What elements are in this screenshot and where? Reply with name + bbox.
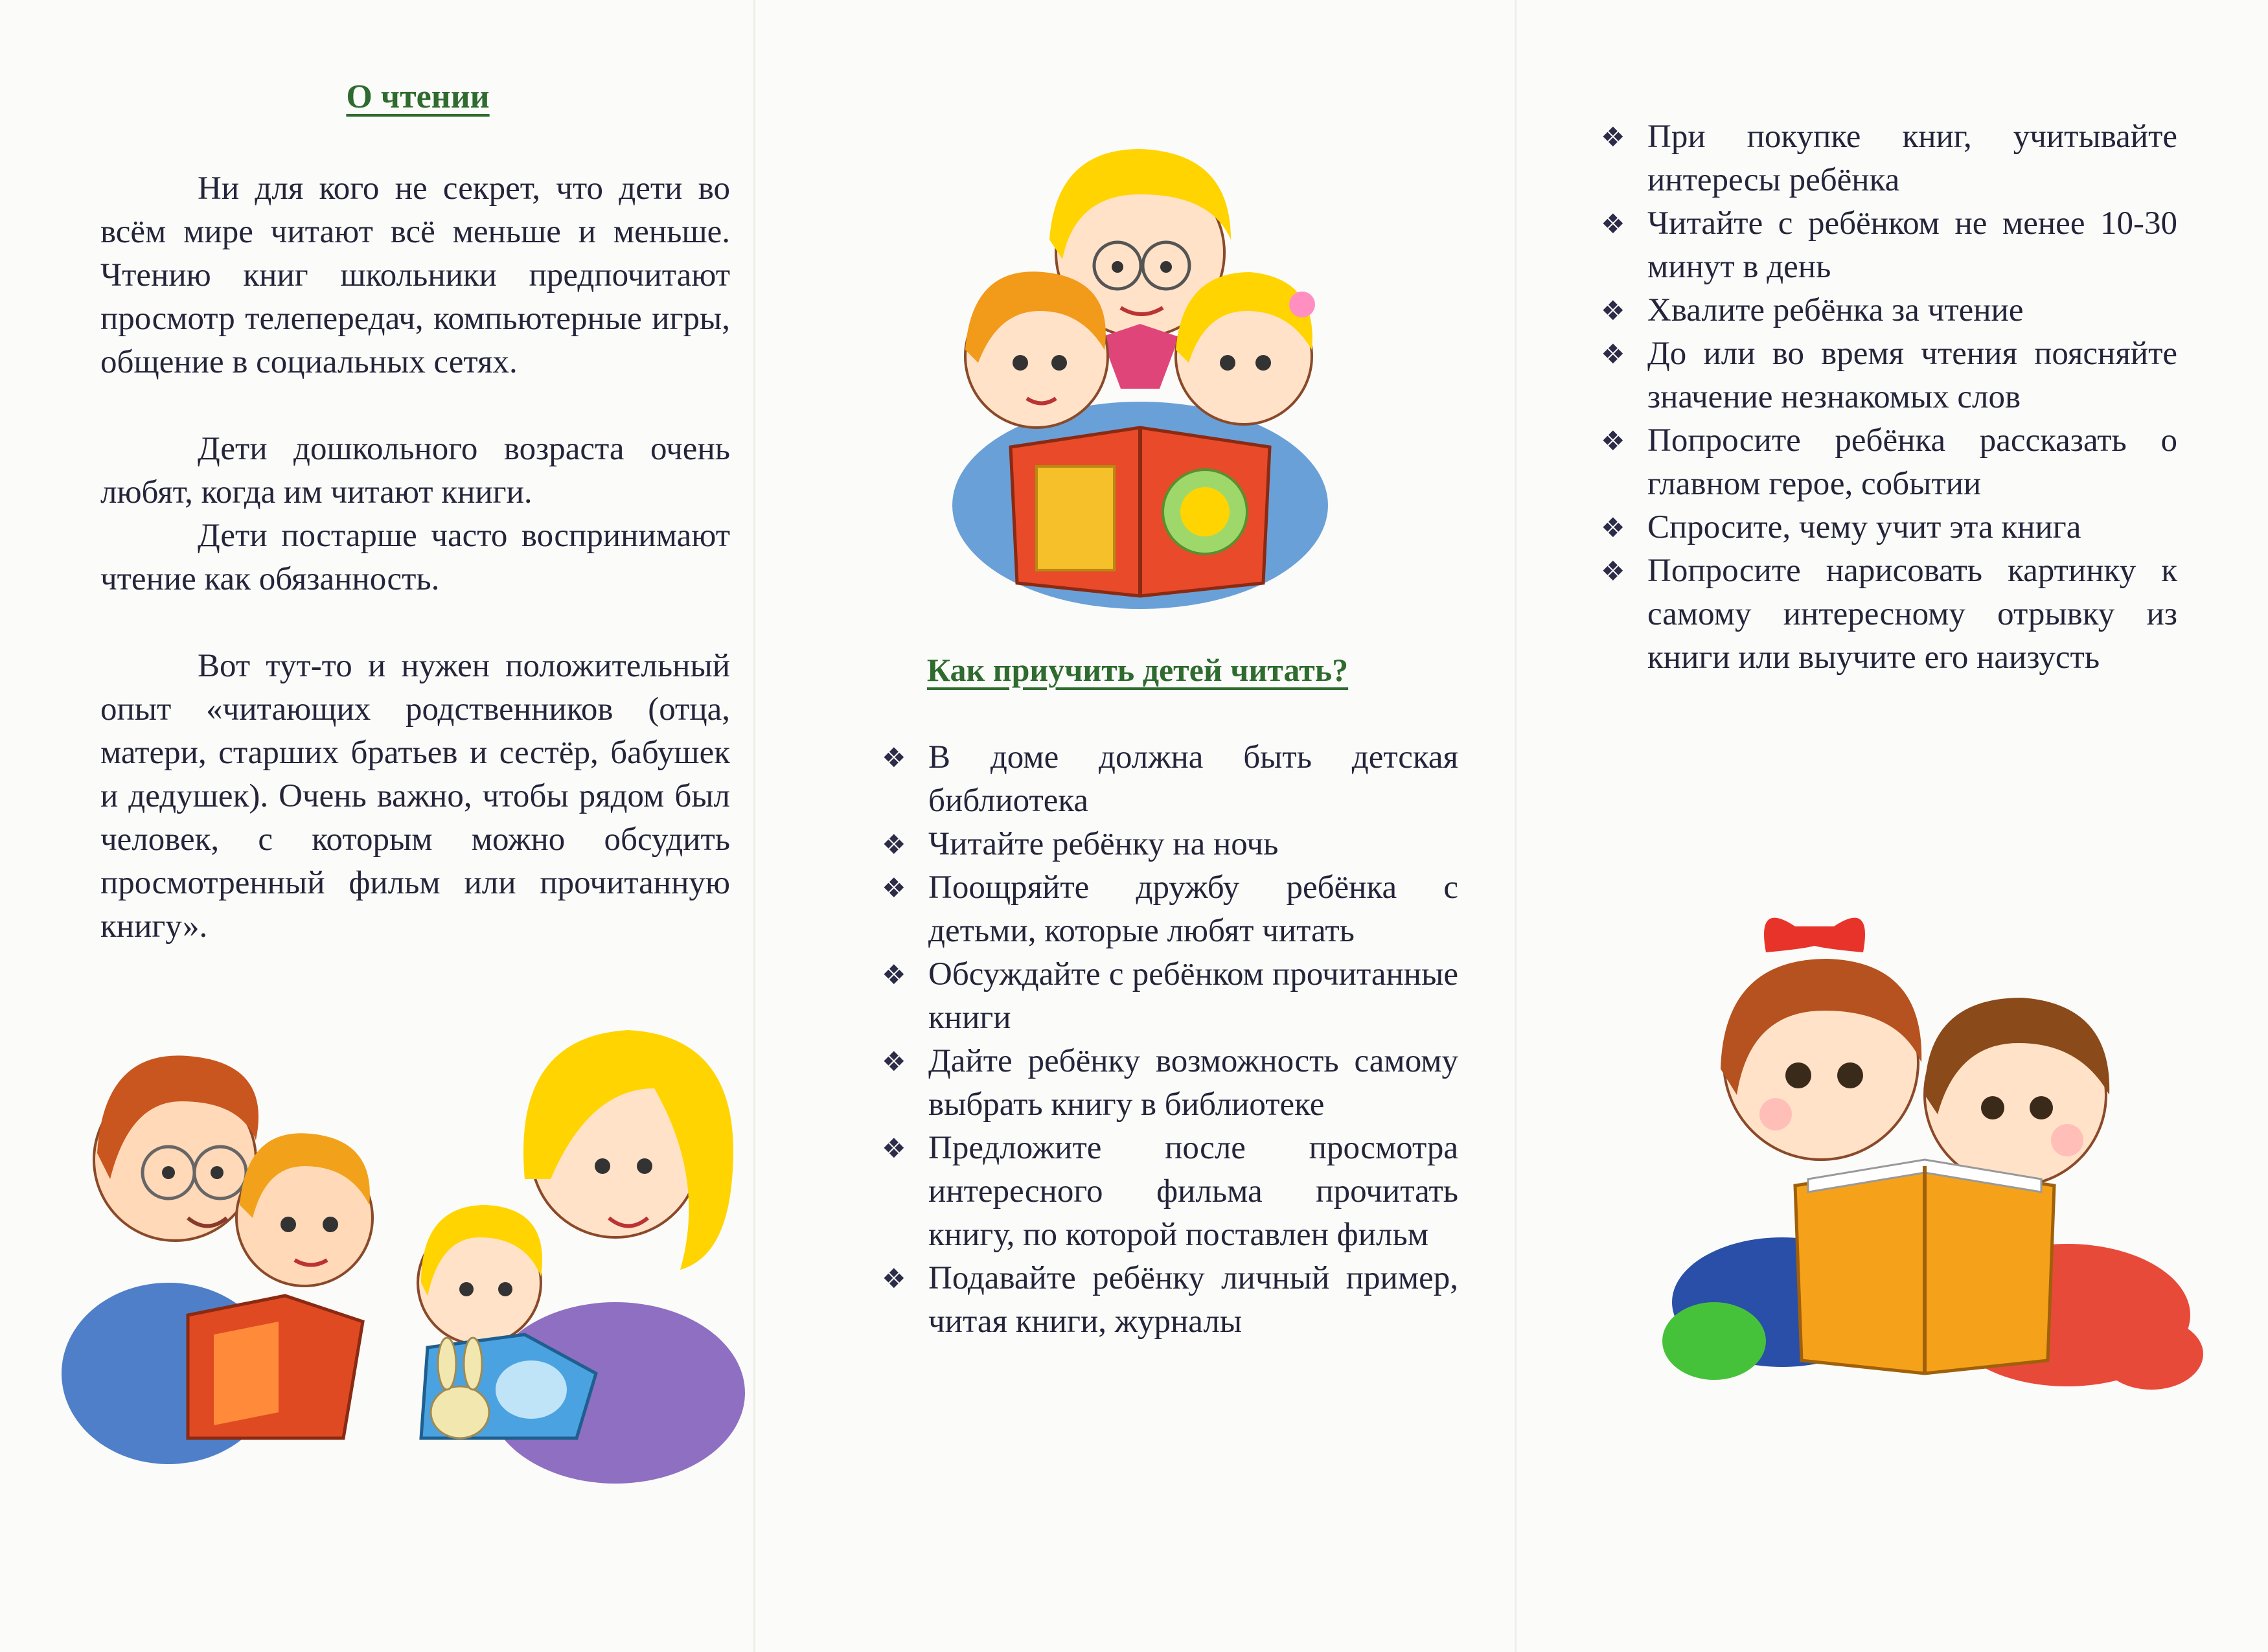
family-reading-illustration [58,1011,771,1438]
bullet-diamond-icon: ❖ [1601,208,1625,240]
paragraph-reading-relatives: Вот тут-то и нужен положительный опыт «читающих родственников (отца, матери, старших братьев и сестёр, бабушек и дедушек). Очень важно, чтобы рядом был человек, с которым можно обсудить просмотренный фильм или прочитанную книгу». [100,648,730,945]
children-reading-illustration [1653,901,2210,1393]
list-item [882,1257,1458,1344]
bullet-diamond-icon: ❖ [1601,555,1625,587]
list-item-text: В доме должна быть детская библиотека [928,739,1458,819]
list-item-text: Дайте ребёнку возможность самому выбрать книгу в библиотеке [928,1043,1458,1123]
middle-panel [755,0,1515,1652]
list-item-text: Попросите нарисовать картинку к самому интересному отрывку из книги или выучите его наизусть [1647,553,2177,676]
section-title-how-to-teach-reading: Как приучить детей читать? [926,652,1349,688]
grandmother-reading-illustration [939,143,1341,609]
bullet-diamond-icon: ❖ [882,1132,906,1164]
list-item [882,1127,1458,1257]
list-item-text: До или во время чтения поясняйте значение незнакомых слов [1647,336,2177,415]
list-item [882,823,1458,866]
section-title-about-reading: О чтении [346,78,490,115]
list-item-text: Хвалите ребёнка за чтение [1647,292,2024,328]
list-item-text: Предложите после просмотра интересного фильма прочитать книгу, по которой поставлен фильм [928,1130,1458,1253]
list-item [882,1040,1458,1127]
list-item-text: Спросите, чему учит эта книга [1647,509,2081,545]
left-panel [0,0,753,1652]
tips-list-reading-together [1601,115,2177,680]
bullet-diamond-icon: ❖ [882,829,906,860]
paragraph-older-children: Дети постарше часто воспринимают чтение как обязанность. [100,518,730,597]
list-item [1601,506,2177,549]
bullet-diamond-icon: ❖ [882,1046,906,1077]
list-item [882,866,1458,953]
list-item-text: Попросите ребёнка рассказать о главном герое, событии [1647,422,2177,502]
list-item [1601,115,2177,202]
tips-list-teaching [882,736,1458,1344]
paragraph-preschool: Дети дошкольного возраста очень любят, когда им читают книги. [100,431,730,511]
bullet-diamond-icon: ❖ [1601,295,1625,327]
list-item-text: Читайте ребёнку на ночь [928,826,1279,862]
list-item [882,736,1458,823]
list-item [1601,289,2177,332]
list-item-text: Обсуждайте с ребёнком прочитанные книги [928,956,1458,1036]
right-panel [1517,0,2268,1652]
bullet-diamond-icon: ❖ [882,872,906,904]
list-item [882,953,1458,1040]
bullet-diamond-icon: ❖ [1601,512,1625,544]
list-item-text: Подавайте ребёнку личный пример, читая книги, журналы [928,1260,1458,1340]
list-item [1601,202,2177,289]
bullet-diamond-icon: ❖ [1601,425,1625,457]
bullet-diamond-icon: ❖ [1601,338,1625,370]
paragraph-intro: Ни для кого не секрет, что дети во всём мире читают всё меньше и меньше. Чтению книг школьники предпочитают просмотр телепередач, компьютерные игры, общение в социальных сетях. [100,170,730,380]
list-item-text: Поощряйте дружбу ребёнка с детьми, которые любят читать [928,869,1458,949]
bullet-diamond-icon: ❖ [1601,121,1625,153]
list-item-text: При покупке книг, учитывайте интересы ребёнка [1647,119,2177,198]
bullet-diamond-icon: ❖ [882,742,906,774]
list-item [1601,419,2177,506]
bullet-diamond-icon: ❖ [882,1263,906,1294]
list-item [1601,332,2177,419]
bullet-diamond-icon: ❖ [882,959,906,991]
list-item-text: Читайте с ребёнком не менее 10-30 минут в день [1647,205,2177,285]
list-item [1601,549,2177,680]
